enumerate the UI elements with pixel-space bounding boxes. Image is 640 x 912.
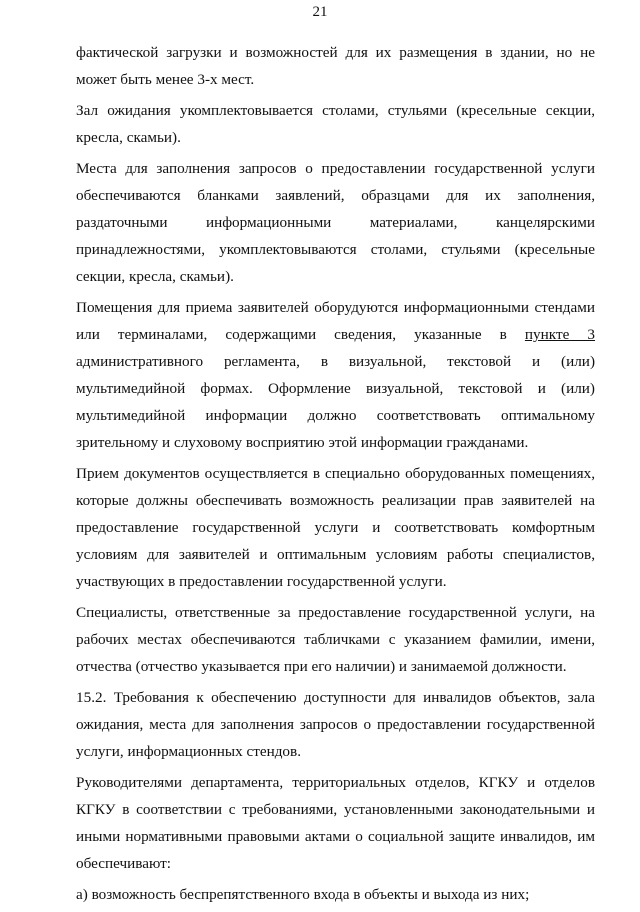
- text-line: предоставление государственной услуги и соответствовать комфортным: [76, 519, 595, 536]
- text-line: Специалисты, ответственные за предоставление государственной услуги, на: [76, 604, 595, 621]
- text-segment: или терминалами, содержащими сведения, указанные в: [76, 326, 507, 343]
- text-line: которые должны обеспечивать возможность реализации прав заявителей на: [76, 492, 595, 509]
- paragraph-specialists: [76, 599, 595, 680]
- paragraph-info-stands: [76, 294, 595, 456]
- paragraph-item-a: [76, 881, 595, 908]
- text-line: раздаточными информационными материалами, канцелярскими: [76, 214, 595, 231]
- text-line: мультимедийной формах. Оформление визуальной, текстовой и (или): [76, 380, 595, 397]
- text-line-with-link: [76, 321, 595, 348]
- text-line: фактической загрузки и возможностей для их размещения в здании, но не: [76, 44, 595, 61]
- text-line: кресла, скамьи).: [76, 129, 181, 146]
- paragraph-managers: [76, 769, 595, 877]
- text-line: административного регламента, в визуальной, текстовой и (или): [76, 353, 595, 370]
- text-line: обеспечиваются бланками заявлений, образцами для их заполнения,: [76, 187, 595, 204]
- text-line: участвующих в предоставлении государственной услуги.: [76, 573, 447, 590]
- paragraph-request-places: [76, 155, 595, 290]
- text-line: принадлежностями, укомплектовываются столами, стульями (кресельные: [76, 241, 595, 258]
- text-line: секции, кресла, скамьи).: [76, 268, 234, 285]
- paragraph-seating-capacity: [76, 39, 595, 93]
- paragraph-section-15-2: [76, 684, 595, 765]
- document-body: [76, 39, 595, 912]
- text-line: обеспечивают:: [76, 855, 171, 872]
- text-line: мультимедийной информации должно соответствовать оптимальному: [76, 407, 595, 424]
- paragraph-waiting-hall: [76, 97, 595, 151]
- text-line: условиям для заявителей и оптимальным условиям работы специалистов,: [76, 546, 595, 563]
- text-line: отчества (отчество указывается при его наличии) и занимаемой должности.: [76, 658, 567, 675]
- text-line: услуги, информационных стендов.: [76, 743, 301, 760]
- page-number: 21: [312, 4, 328, 20]
- clause-3-link[interactable]: пункте 3: [524, 326, 596, 343]
- text-line: может быть менее 3-х мест.: [76, 71, 255, 88]
- text-line: зрительному и слуховому восприятию этой информации гражданами.: [76, 434, 529, 451]
- text-line: иными нормативными правовыми актами о социальной защите инвалидов, им: [76, 828, 595, 845]
- text-line: Места для заполнения запросов о предоставлении государственной услуги: [76, 160, 595, 177]
- text-line: Руководителями департамента, территориальных отделов, КГКУ и отделов: [76, 774, 595, 791]
- paragraph-document-reception: [76, 460, 595, 595]
- text-line: 15.2. Требования к обеспечению доступности для инвалидов объектов, зала: [76, 689, 595, 706]
- text-line: КГКУ в соответствии с требованиями, установленными законодательными и: [76, 801, 595, 818]
- text-line: Помещения для приема заявителей оборудуются информационными стендами: [76, 299, 595, 316]
- text-line: рабочих местах обеспечиваются табличками с указанием фамилии, имени,: [76, 631, 595, 648]
- text-line: ожидания, места для заполнения запросов о предоставлении государственной: [76, 716, 595, 733]
- text-line: Прием документов осуществляется в специально оборудованных помещениях,: [76, 465, 595, 482]
- text-line: Зал ожидания укомплектовывается столами, стульями (кресельные секции,: [76, 102, 595, 119]
- text-line: а) возможность беспрепятственного входа в объекты и выхода из них;: [76, 886, 530, 903]
